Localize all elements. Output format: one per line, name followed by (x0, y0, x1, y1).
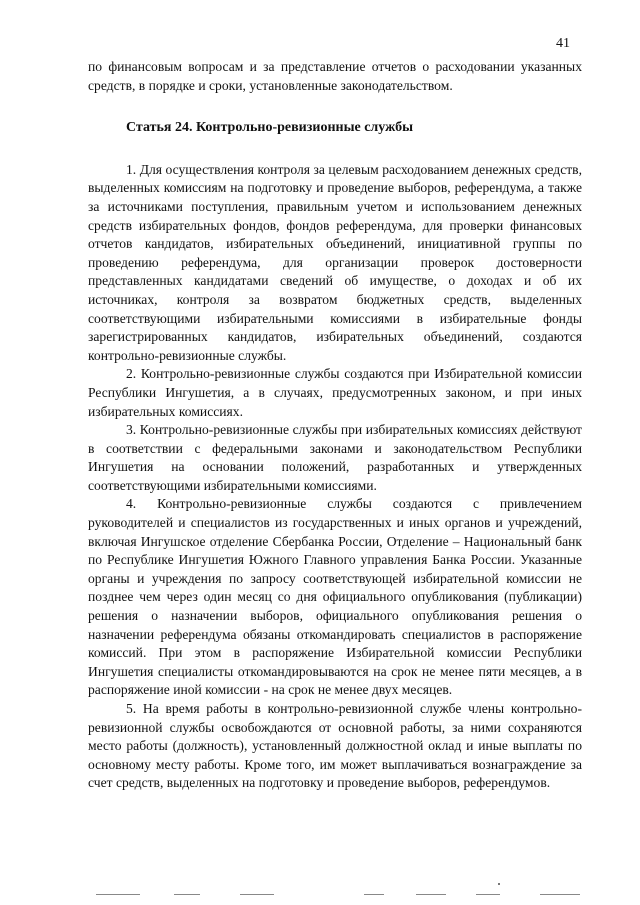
scan-mark (476, 894, 500, 895)
scan-mark (540, 894, 580, 895)
continuation-paragraph: по финансовым вопросам и за представление отчетов о расходовании указанных средств, в порядке и сроки, установленные законодательством. (88, 59, 582, 93)
scan-dot (498, 883, 500, 885)
scan-mark (240, 894, 274, 895)
article-paragraph-2: 2. Контрольно-ревизионные службы создаются при Избирательной комиссии Республики Ингушетия, а в случаях, предусмотренных законом, и при иных избирательных комиссиях. (88, 366, 582, 419)
article-paragraph-4: 4. Контрольно-ревизионные службы создаются с привлечением руководителей и специалистов из государственных и иных органов и учреждений, включая Ингушское отделение Сбербанка России, Отделение – Национальный банк по Республике Ингушетия Южного Главного управления Банка России. Указанные органы и учреждения по запросу соответствующей избирательной комиссии не позднее чем через один месяц со дня официального опубликования (публикации) решения о назначении выборов, официального опубликования решения о назначении референдума обязаны откомандировать специалистов в распоряжение комиссий. При этом в распоряжение Избирательной комиссии Республики Ингушетия специалисты откомандировываются на срок не менее пяти месяцев, а в распоряжение иной комиссии - на срок не менее двух месяцев. (88, 496, 582, 698)
scan-mark (364, 894, 384, 895)
article-paragraph-1: 1. Для осуществления контроля за целевым расходованием денежных средств, выделенных комиссиям на подготовку и проведение выборов, референдума, а также за источниками поступления, правильным учетом и использованием денежных средств избирательных фондов, фондов референдума, для проверки финансовых отчетов кандидатов, избирательных объединений, инициативной группы по проведению референдума, для организации проверок достоверности представленных кандидатами сведений об имуществе, о доходах и об их источниках, контроля за возвратом бюджетных средств, выделенных соответствующими избирательными комиссиями в избирательные фонды зарегистрированных кандидатов, избирательных объединений, создаются контрольно-ревизионные службы. (88, 161, 582, 363)
scan-mark (96, 894, 140, 895)
article-paragraph-5: 5. На время работы в контрольно-ревизионной службе члены контрольно-ревизионной службы освобождаются от основной работы, за ними сохраняются место работы (должность), установленный должностной оклад и иные выплаты по основному месту работы. Кроме того, им может выплачиваться вознаграждение за счет средств, выделенных на подготовку и проведение выборов, референдумов. (88, 701, 582, 791)
page-number: 41 (556, 36, 570, 51)
scan-mark (174, 894, 200, 895)
article-title: Статья 24. Контрольно-ревизионные службы (126, 120, 413, 136)
scan-artifacts (0, 880, 640, 890)
article-paragraph-3: 3. Контрольно-ревизионные службы при избирательных комиссиях действуют в соответствии с федеральными законами и законодательством Республики Ингушетия на основании положений, разработанных и утвержденных соответствующими избирательными комиссиями. (88, 422, 582, 493)
scan-mark (416, 894, 446, 895)
document-body (88, 58, 582, 793)
